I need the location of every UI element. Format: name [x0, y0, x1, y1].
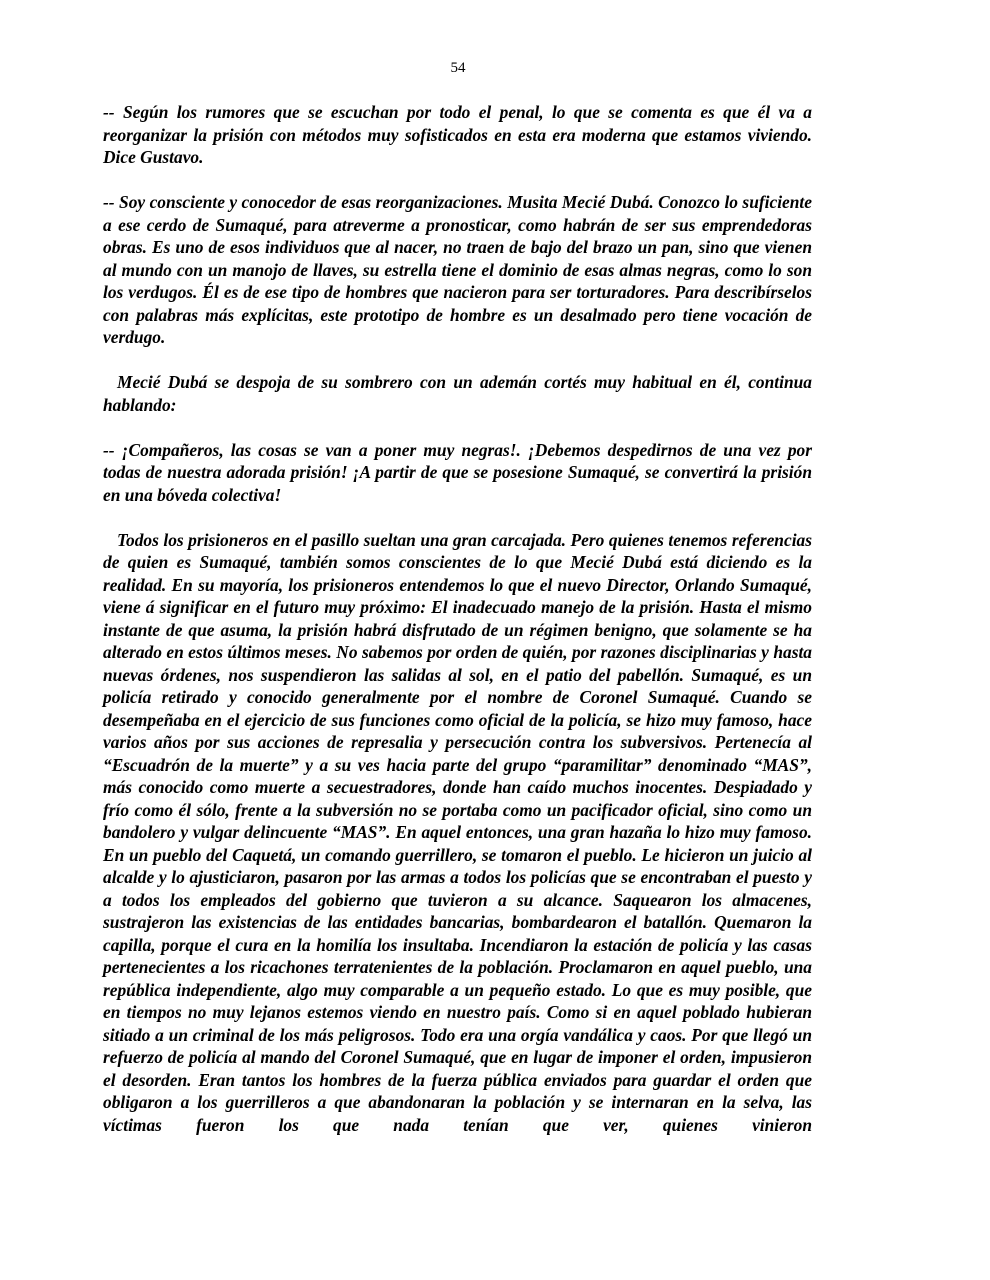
page-number: 54	[450, 60, 466, 76]
paragraph-narration-sombrero: Mecié Dubá se despoja de su sombrero con un ademán cortés muy habitual en él, continua hablando:	[103, 372, 812, 415]
body-text	[103, 101, 812, 1136]
paragraph-gustavo-rumors: -- Según los rumores que se escuchan por todo el penal, lo que se comenta es que él va a reorganizar la prisión con métodos muy sofisticados en esta era moderna que estamos viviendo. Dice Gustavo.	[103, 102, 812, 167]
paragraph-mecie-duba-speech: -- Soy consciente y conocedor de esas reorganizaciones. Musita Mecié Dubá. Conozco lo suficiente a ese cerdo de Sumaqué, para atreverme a pronosticar, como habrán de ser sus emprendedoras obras. Es uno de esos individuos que al nacer, no traen de bajo del brazo un pan, sino que vienen al mundo con un manojo de llaves, su estrella tiene el dominio de esas almas negras, como lo son los verdugos. Él es de ese tipo de hombres que nacieron para ser torturadores. Para describírselos con palabras más explícitas, este prototipo de hombre es un desalmado pero tiene vocación de verdugo.	[103, 192, 812, 347]
paragraph-companeros-warning: -- ¡Compañeros, las cosas se van a poner muy negras!. ¡Debemos despedirnos de una vez por todas de nuestra adorada prisión! ¡A partir de que se posesione Sumaqué, se convertirá la prisión en una bóveda colectiva!	[103, 439, 812, 505]
paragraph-narration-sumaque: Todos los prisioneros en el pasillo sueltan una gran carcajada. Pero quienes tenemos referencias de quien es Sumaqué, también somos conscientes de lo que Mecié Dubá está diciendo es la realidad. En su mayoría, los prisioneros entendemos lo que el nuevo Director, Orlando Sumaqué, viene á significar en el futuro muy próximo: El inadecuado manejo de la prisión. Hasta el mismo instante de que asuma, la prisión habrá disfrutado de un régimen benigno, que solamente se ha alterado en estos últimos meses. No sabemos por orden de quién, por razones disciplinarias y hasta nuevas órdenes, nos suspendieron las salidas al sol, en el patio del pabellón. Sumaqué, es un policía retirado y conocido generalmente por el nombre de Coronel Sumaqué. Cuando se desempeñaba en el ejercicio de sus funciones como oficial de la policía, se hizo muy famoso, hace varios años por sus acciones de represalia y persecución contra los subversivos. Pertenecía al “Escuadrón de la muerte” y a su ves hacia parte del grupo “paramilitar” denominado “MAS”, más conocido como muerte a secuestradores, donde han caído muchos inocentes. Despiadado y frío como él sólo, frente a la subversión no se portaba como un pacificador oficial, sino como un bandolero y vulgar delincuente “MAS”. En aquel entonces, una gran hazaña lo hizo muy famoso. En un pueblo del Caquetá, un comando guerrillero, se tomaron el pueblo. Le hicieron un juicio al alcalde y lo ajusticiaron, pasaron por las armas a todos los policías que se encontraban el puesto y a todos los empleados del gobierno que tuvieron a su alcance. Saquearon los almacenes, sustrajeron las existencias de las entidades bancarias, bombardearon el batallón. Quemaron la capilla, porque el cura en la homilía los insultaba. Incendiaron la estación de policía y las casas pertenecientes a los ricachones terratenientes de la población. Proclamaron en aquel pueblo, una república independiente, algo muy comparable a un pequeño estado. Lo que es muy posible, que en tiempos no muy lejanos estemos viendo en nuestro país. Como si en aquel poblado hubieran sitiado a un criminal de los más peligrosos. Todo era una orgía vandálica y caos. Por que llegó un refuerzo de policía al mando del Coronel Sumaqué, que en lugar de imponer el orden, impusieron el desorden. Eran tantos los hombres de la fuerza pública enviados para guardar el orden que obligaron a los guerrilleros a que abandonaran la población y se internaran en la selva, las víctimas fueron los que nada tenían que ver, quienes vinieron	[103, 529, 812, 1135]
